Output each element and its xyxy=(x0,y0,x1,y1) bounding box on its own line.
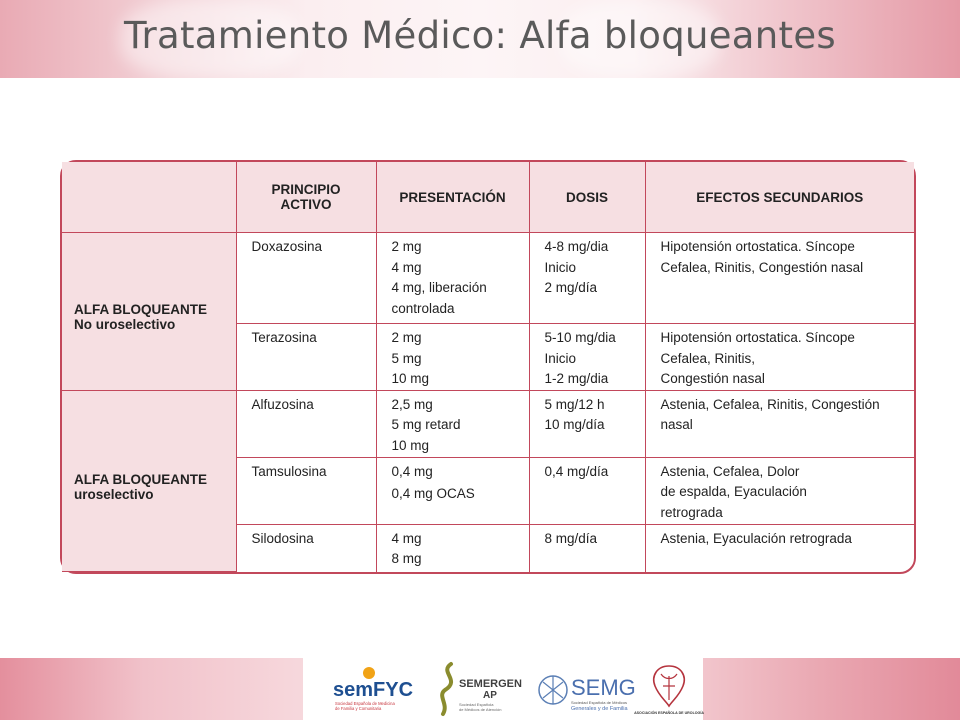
efectos-cell: Hipotensión ortostatica. Síncope Cefalea, Rinitis, Congestión nasal xyxy=(645,233,914,324)
efectos-cell: Astenia, Eyaculación retrograda xyxy=(645,524,914,572)
svg-text:de Médicos de Atención: de Médicos de Atención xyxy=(459,707,502,712)
svg-text:Sociedad Española de Medicina: Sociedad Española de Medicina xyxy=(335,701,395,706)
drug-name: Alfuzosina xyxy=(236,390,376,457)
presentacion-cell: 0,4 mg 0,4 mg OCAS xyxy=(376,457,529,524)
dosis-cell: 5-10 mg/dia Inicio 1-2 mg/dia xyxy=(529,324,645,391)
svg-text:SEMERGEN: SEMERGEN xyxy=(459,678,522,690)
table-header-row xyxy=(62,162,914,233)
svg-text:Sociedad Española de Médicos: Sociedad Española de Médicos xyxy=(571,700,628,705)
aeu-logo xyxy=(634,658,704,720)
alpha-blockers-table xyxy=(60,160,916,574)
efectos-cell: Astenia, Cefalea, Dolor de espalda, Eyaculación retrograda xyxy=(645,457,914,524)
header-dosis: DOSIS xyxy=(529,162,645,233)
header-principio-activo: PRINCIPIO ACTIVO xyxy=(236,162,376,233)
efectos-cell: Hipotensión ortostatica. Síncope Cefalea, Rinitis, Congestión nasal xyxy=(645,324,914,391)
group-label-uroselectivo: ALFA BLOQUEANTE uroselectivo xyxy=(62,390,236,572)
semg-logo xyxy=(535,658,639,720)
dosis-cell: 0,4 mg/día xyxy=(529,457,645,524)
semfyc-logo xyxy=(331,658,427,720)
svg-text:SEMG: SEMG xyxy=(571,675,636,700)
group-label-no-uroselectivo: ALFA BLOQUEANTE No uroselectivo xyxy=(62,233,236,391)
header-efectos-secundarios: EFECTOS SECUNDARIOS xyxy=(645,162,914,233)
efectos-cell: Astenia, Cefalea, Rinitis, Congestión nasal xyxy=(645,390,914,457)
presentacion-cell: 2 mg 4 mg 4 mg, liberación controlada xyxy=(376,233,529,324)
svg-text:ASOCIACIÓN ESPAÑOLA DE UROLOGÍ: ASOCIACIÓN ESPAÑOLA DE UROLOGÍA xyxy=(634,711,704,715)
dosis-cell: 8 mg/día xyxy=(529,524,645,572)
header-presentacion: PRESENTACIÓN xyxy=(376,162,529,233)
svg-text:de Familia y Comunitaria: de Familia y Comunitaria xyxy=(335,706,382,711)
drug-name: Doxazosina xyxy=(236,233,376,324)
svg-text:Sociedad Española: Sociedad Española xyxy=(459,702,494,707)
semergen-logo xyxy=(435,658,531,720)
svg-text:AP: AP xyxy=(483,690,497,701)
presentacion-cell: 2 mg 5 mg 10 mg xyxy=(376,324,529,391)
slide-title: Tratamiento Médico: Alfa bloqueantes xyxy=(124,14,836,57)
svg-text:semFYC: semFYC xyxy=(333,679,414,701)
table-row xyxy=(62,390,914,457)
presentacion-cell: 2,5 mg 5 mg retard 10 mg xyxy=(376,390,529,457)
table-row xyxy=(62,233,914,324)
sponsor-logos xyxy=(303,658,703,720)
presentacion-cell: 4 mg 8 mg xyxy=(376,524,529,572)
svg-text:Generales y de Familia: Generales y de Familia xyxy=(571,706,628,712)
drug-name: Terazosina xyxy=(236,324,376,391)
dosis-cell: 5 mg/12 h 10 mg/día xyxy=(529,390,645,457)
dosis-cell: 4-8 mg/dia Inicio 2 mg/día xyxy=(529,233,645,324)
drug-name: Silodosina xyxy=(236,524,376,572)
drug-name: Tamsulosina xyxy=(236,457,376,524)
header-empty-cell xyxy=(62,162,236,233)
